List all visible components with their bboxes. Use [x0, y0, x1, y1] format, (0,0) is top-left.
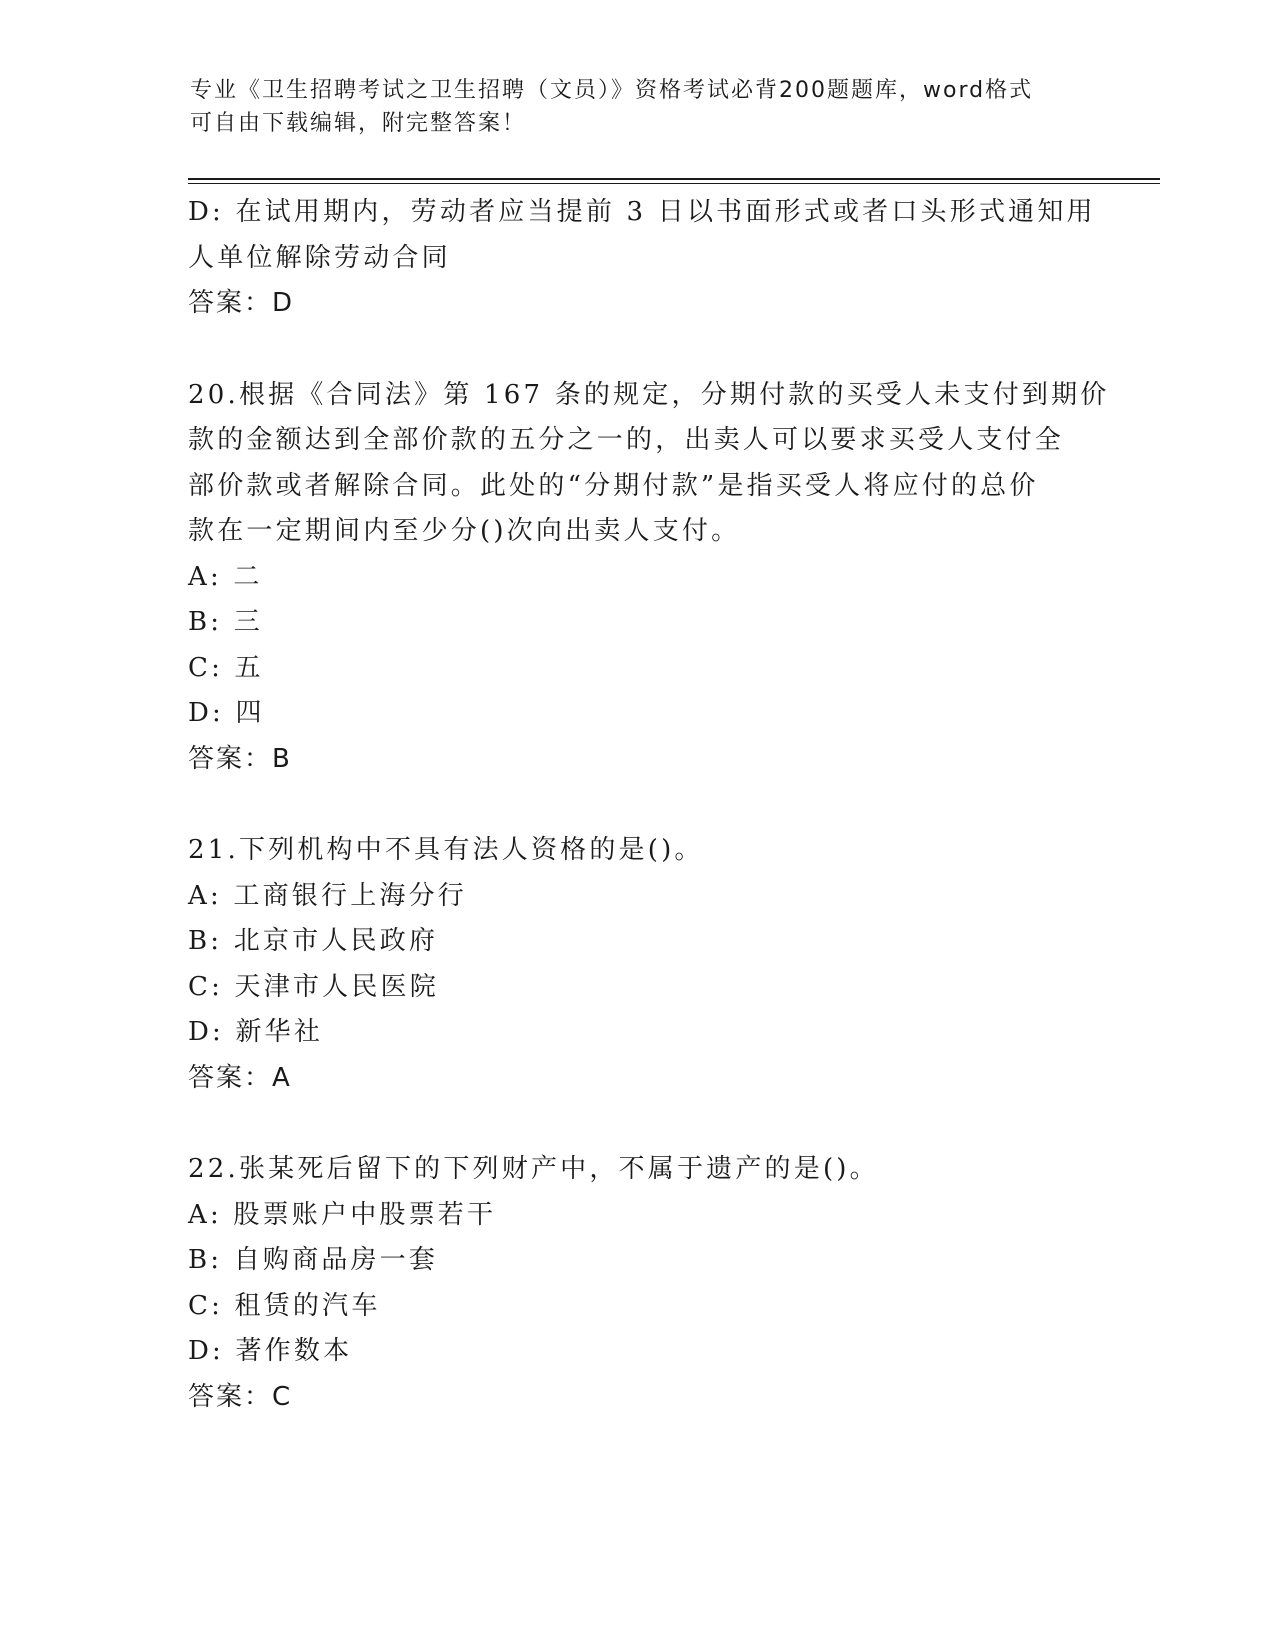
question-stem: 20.根据《合同法》第 167 条的规定，分期付款的买受人未支付到期价	[188, 379, 1110, 410]
option-d: D: 在试用期内，劳动者应当提前 3 日以书面形式或者口头形式通知用	[188, 197, 1096, 227]
option-a: A: 二	[188, 561, 263, 592]
option-d: D: 著作数本	[188, 1336, 353, 1366]
option-d: D: 新华社	[188, 1017, 324, 1047]
option-c: C: 租赁的汽车	[188, 1290, 381, 1321]
option-a: A: 工商银行上海分行	[188, 880, 468, 911]
document-header	[190, 74, 1070, 140]
question-21	[188, 828, 1088, 1101]
option-b: B: 三	[188, 607, 263, 637]
answer-line: 答案：A	[188, 1062, 292, 1093]
header-divider-thin	[188, 183, 1160, 184]
header-divider-thick	[188, 178, 1160, 180]
question-22	[188, 1147, 1088, 1420]
question-stem-continued: 款在一定期间内至少分()次向出卖人支付。	[188, 516, 741, 546]
option-a: A: 股票账户中股票若干	[188, 1199, 497, 1230]
question-19-tail	[188, 190, 1096, 327]
question-stem-continued: 部价款或者解除合同。此处的“分期付款”是指买受人将应付的总价	[188, 470, 1039, 501]
header-title-line1: 专业《卫生招聘考试之卫生招聘（文员）》资格考试必背200题题库，word格式	[190, 78, 1034, 103]
spacer	[188, 1101, 1088, 1147]
option-b: B: 自购商品房一套	[188, 1245, 439, 1275]
question-list	[188, 190, 1110, 1420]
option-c: C: 天津市人民医院	[188, 971, 439, 1002]
question-20	[188, 373, 1110, 783]
question-stem-continued: 款的金额达到全部价款的五分之一的，出卖人可以要求买受人支付全	[188, 425, 1065, 455]
answer-line: 答案：C	[188, 1381, 293, 1412]
header-title-line2: 可自由下载编辑，附完整答案！	[190, 111, 527, 136]
answer-line: 答案：D	[188, 288, 295, 318]
question-stem: 22.张某死后留下的下列财产中，不属于遗产的是()。	[188, 1154, 879, 1184]
question-stem: 21.下列机构中不具有法人资格的是()。	[188, 835, 704, 865]
answer-line: 答案：B	[188, 743, 292, 774]
option-c: C: 五	[188, 652, 264, 683]
option-d: D: 四	[188, 698, 265, 728]
spacer	[188, 327, 1088, 373]
option-d-continued: 人单位解除劳动合同	[188, 242, 451, 273]
option-b: B: 北京市人民政府	[188, 926, 439, 956]
spacer	[188, 782, 1088, 828]
